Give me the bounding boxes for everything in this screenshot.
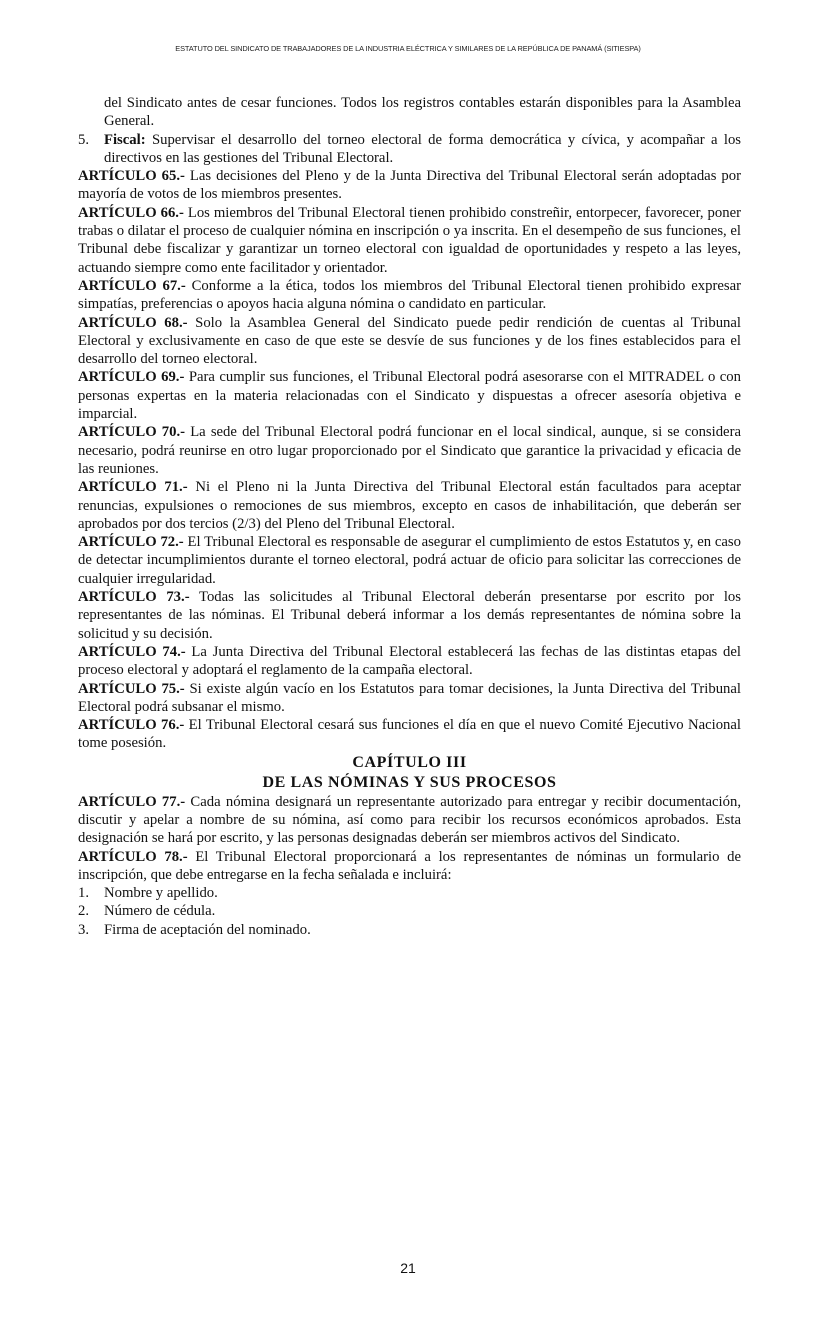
article-label: ARTÍCULO 75.-: [78, 680, 185, 697]
article-label: ARTÍCULO 73.-: [78, 589, 190, 606]
list-item-description: Supervisar el desarrollo del torneo electoral de forma democrática y cívica, y acompañar a los directivos en las gestiones del Tribunal Electoral.: [104, 131, 741, 166]
article-text: Solo la Asamblea General del Sindicato puede pedir rendición de cuentas al Tribunal Electoral y exclusivamente en caso de que este se desvíe de sus funciones y de los fines establecidos para el desarrollo del torneo electoral.: [78, 314, 741, 368]
article-label: ARTÍCULO 66.-: [78, 204, 184, 221]
list-item: [78, 902, 741, 920]
article-65: [78, 167, 741, 204]
article-77: [78, 793, 741, 848]
article-label: ARTÍCULO 71.-: [78, 479, 188, 496]
continuation-paragraph: del Sindicato antes de cesar funciones. Todos los registros contables estarán disponibles para la Asamblea General.: [104, 95, 741, 130]
article-label: ARTÍCULO 65.-: [78, 168, 185, 185]
list-item-number: 3.: [78, 921, 90, 938]
article-72: [78, 533, 741, 588]
article-69: [78, 368, 741, 423]
article-text: La sede del Tribunal Electoral podrá funcionar en el local sindical, aunque, si se considera necesario, podrá reunirse en otro lugar proporcionado por el Sindicato que garantice la privacidad y eficacia de las reuniones.: [78, 424, 741, 477]
list-item-text: Número de cédula.: [104, 903, 216, 920]
article-text: Las decisiones del Pleno y de la Junta Directiva del Tribunal Electoral serán adoptadas por mayoría de votos de los miembros presentes.: [78, 168, 741, 203]
article-text: Conforme a la ética, todos los miembros del Tribunal Electoral tienen prohibido expresar simpatías, preferencias o apoyos hacia alguna nómina o candidato en particular.: [78, 277, 741, 313]
article-label: ARTÍCULO 72.-: [78, 534, 184, 551]
chapter-number: CAPÍTULO III: [352, 753, 467, 771]
article-text: Los miembros del Tribunal Electoral tienen prohibido constreñir, entorpecer, favorecer, poner trabas o dilatar el proceso de cualquier nómina en inscripción o ya inscrita. En el desempeño de sus funciones, el Tribunal debe fiscalizar y garantizar un torneo electoral con igualdad de oportunidades y respeto a las leyes, actuando siempre como ente facilitador y orientador.: [78, 204, 741, 276]
article-71: [78, 478, 741, 533]
article-68: [78, 314, 741, 369]
article-76: [78, 716, 741, 753]
article-label: ARTÍCULO 74.-: [78, 643, 186, 660]
article-label: ARTÍCULO 70.-: [78, 424, 186, 441]
article-label: ARTÍCULO 78.-: [78, 848, 188, 865]
article-text: Cada nómina designará un representante autorizado para entregar y recibir documentación, discutir y apelar a nombre de su nómina, así como para recibir los recursos económicos aprobados. Esta designación se hará por escrito, y las personas designadas deberán ser miembros activos del Sindicato.: [78, 793, 741, 847]
article-text: El Tribunal Electoral es responsable de asegurar el cumplimiento de estos Estatutos y, en caso de detectar incumplimientos durante el torneo electoral, podrá actuar de oficio para solicitar las correcciones de cualquier irregularidad.: [78, 534, 741, 587]
article-text: El Tribunal Electoral cesará sus funciones el día en que el nuevo Comité Ejecutivo Nacional tome posesión.: [78, 717, 741, 752]
list-item-text: Nombre y apellido.: [104, 885, 218, 902]
list-item-number: 1.: [78, 885, 90, 902]
list-item-text: Firma de aceptación del nominado.: [104, 921, 311, 938]
article-78-list: [78, 884, 741, 939]
article-label: ARTÍCULO 76.-: [78, 717, 185, 734]
article-text: Ni el Pleno ni la Junta Directiva del Tribunal Electoral están facultados para aceptar renuncias, expulsiones o remociones de sus miembros, excepto en casos de inhabilitación, que deberán ser aprobados por dos tercios (2/3) del Pleno del Tribunal Electoral.: [78, 479, 741, 532]
article-74: [78, 643, 741, 680]
article-70: [78, 423, 741, 478]
article-text: El Tribunal Electoral proporcionará a los representantes de nóminas un formulario de inscripción, que debe entregarse en la fecha señalada e incluirá:: [78, 848, 741, 883]
chapter-heading: [78, 753, 741, 793]
article-text: Si existe algún vacío en los Estatutos para tomar decisiones, la Junta Directiva del Tribunal Electoral podrá subsanar el mismo.: [78, 680, 741, 715]
list-item-text: [104, 131, 741, 168]
article-label: ARTÍCULO 69.-: [78, 369, 185, 386]
list-item: [78, 921, 741, 939]
running-header: ESTATUTO DEL SINDICATO DE TRABAJADORES DE LA INDUSTRIA ELÉCTRICA Y SIMILARES DE LA REPÚBLICA DE PANAMÁ (SITIESPA): [175, 44, 641, 53]
article-73: [78, 588, 741, 643]
chapter-title: DE LAS NÓMINAS Y SUS PROCESOS: [262, 773, 557, 791]
article-text: Para cumplir sus funciones, el Tribunal Electoral podrá asesorarse con el MITRADEL o con personas expertas en la materia relacionadas con el Sindicato y dispuestas a ofrecer asesoría objetiva e imparcial.: [78, 369, 741, 423]
list-item: [78, 884, 741, 902]
page-number: 21: [400, 1260, 416, 1276]
article-66: [78, 204, 741, 277]
page-body: [78, 94, 741, 939]
article-67: [78, 277, 741, 314]
article-78: [78, 848, 741, 885]
article-label: ARTÍCULO 67.-: [78, 277, 186, 294]
article-label: ARTÍCULO 77.-: [78, 793, 186, 810]
list-item-number: 5.: [78, 131, 90, 148]
list-item-term: Fiscal:: [104, 131, 146, 148]
list-item-5: [78, 131, 741, 168]
article-75: [78, 680, 741, 717]
article-text: Todas las solicitudes al Tribunal Electoral deberán presentarse por escrito por los representantes de las nóminas. El Tribunal deberá informar a los demás representantes de nómina sobre la solicitud y su decisión.: [78, 589, 741, 642]
article-text: La Junta Directiva del Tribunal Electoral establecerá las fechas de las distintas etapas del proceso electoral y adoptará el reglamento de la campaña electoral.: [78, 643, 741, 679]
list-item-number: 2.: [78, 903, 90, 920]
article-label: ARTÍCULO 68.-: [78, 314, 188, 331]
